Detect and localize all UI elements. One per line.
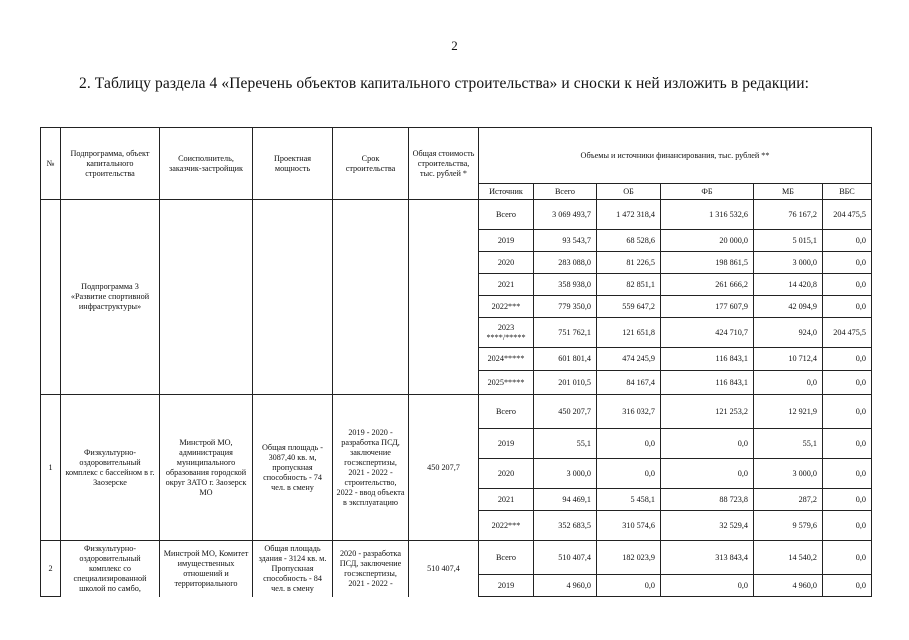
header-vbs: ВБС xyxy=(823,184,872,200)
object-executor: Минстрой МО, администрация муниципального образования городской округ ЗАТО г. Заозерск МО xyxy=(160,395,253,541)
page-number: 2 xyxy=(451,38,458,53)
row-source: 2020 xyxy=(479,459,534,489)
row-total: 3 069 493,7 xyxy=(534,200,597,230)
table-row xyxy=(41,200,872,230)
row-ob: 182 023,9 xyxy=(597,541,661,575)
table-row xyxy=(41,541,872,575)
row-total: 94 469,1 xyxy=(534,489,597,511)
row-vbs: 0,0 xyxy=(823,575,872,597)
row-source: 2021 xyxy=(479,274,534,296)
row-ob: 81 226,5 xyxy=(597,252,661,274)
row-ob: 0,0 xyxy=(597,459,661,489)
subprogram-executor-cell xyxy=(160,200,253,395)
row-vbs: 0,0 xyxy=(823,429,872,459)
row-vbs: 204 475,5 xyxy=(823,318,872,348)
row-ob: 316 032,7 xyxy=(597,395,661,429)
header-term: Срок строительства xyxy=(333,128,409,200)
row-ob: 1 472 318,4 xyxy=(597,200,661,230)
row-source: 2019 xyxy=(479,429,534,459)
row-total: 93 543,7 xyxy=(534,230,597,252)
object-term: 2020 - разработка ПСД, заключение госэкспертизы, 2021 - 2022 - xyxy=(333,541,409,597)
row-mb: 42 094,9 xyxy=(754,296,823,318)
row-source: 2020 xyxy=(479,252,534,274)
row-ob: 84 167,4 xyxy=(597,371,661,395)
row-fb: 1 316 532,6 xyxy=(661,200,754,230)
table-row xyxy=(41,395,872,429)
row-source: 2024***** xyxy=(479,348,534,371)
row-mb: 14 540,2 xyxy=(754,541,823,575)
row-vbs: 0,0 xyxy=(823,296,872,318)
row-mb: 76 167,2 xyxy=(754,200,823,230)
row-fb: 32 529,4 xyxy=(661,511,754,541)
row-vbs: 0,0 xyxy=(823,511,872,541)
row-source: Всего xyxy=(479,395,534,429)
object-capacity: Общая площадь здания - 3124 кв. м. Пропускная способность - 84 чел. в смену xyxy=(253,541,333,597)
row-mb: 287,2 xyxy=(754,489,823,511)
header-ob: ОБ xyxy=(597,184,661,200)
row-fb: 0,0 xyxy=(661,429,754,459)
object-no: 2 xyxy=(41,541,61,597)
header-total-cost: Общая стоимость строительства, тыс. рублей * xyxy=(409,128,479,200)
row-total: 358 938,0 xyxy=(534,274,597,296)
row-total: 450 207,7 xyxy=(534,395,597,429)
object-no: 1 xyxy=(41,395,61,541)
header-capacity: Проектная мощность xyxy=(253,128,333,200)
row-source: Всего xyxy=(479,200,534,230)
row-fb: 0,0 xyxy=(661,575,754,597)
row-fb: 88 723,8 xyxy=(661,489,754,511)
subprogram-name: Подпрограмма 3 «Развитие спортивной инфраструктуры» xyxy=(61,200,160,395)
object-total-cost: 510 407,4 xyxy=(409,541,479,597)
row-ob: 474 245,9 xyxy=(597,348,661,371)
row-vbs: 0,0 xyxy=(823,348,872,371)
row-ob: 121 651,8 xyxy=(597,318,661,348)
row-ob: 82 851,1 xyxy=(597,274,661,296)
row-mb: 14 420,8 xyxy=(754,274,823,296)
section-heading: 2. Таблицу раздела 4 «Перечень объектов капитального строительства» и сноски к ней изложить в редакции: xyxy=(79,75,810,92)
header-executor: Соисполнитель, заказчик-застройщик xyxy=(160,128,253,200)
row-total: 283 088,0 xyxy=(534,252,597,274)
row-vbs: 0,0 xyxy=(823,395,872,429)
row-total: 3 000,0 xyxy=(534,459,597,489)
row-source: 2019 xyxy=(479,230,534,252)
row-mb: 9 579,6 xyxy=(754,511,823,541)
header-fb: ФБ xyxy=(661,184,754,200)
object-executor: Минстрой МО, Комитет имущественных отношений и территориального xyxy=(160,541,253,597)
row-mb: 924,0 xyxy=(754,318,823,348)
row-ob: 68 528,6 xyxy=(597,230,661,252)
object-name: Физкультурно-оздоровительный комплекс с бассейном в г. Заозерске xyxy=(61,395,160,541)
row-total: 601 801,4 xyxy=(534,348,597,371)
header-mb: МБ xyxy=(754,184,823,200)
row-fb: 0,0 xyxy=(661,459,754,489)
subprogram-no-cell xyxy=(41,200,61,395)
row-source: 2021 xyxy=(479,489,534,511)
capital-construction-table xyxy=(40,127,872,597)
row-fb: 177 607,9 xyxy=(661,296,754,318)
row-vbs: 0,0 xyxy=(823,274,872,296)
header-row xyxy=(41,128,872,184)
row-vbs: 204 475,5 xyxy=(823,200,872,230)
row-ob: 310 574,6 xyxy=(597,511,661,541)
row-vbs: 0,0 xyxy=(823,252,872,274)
row-mb: 3 000,0 xyxy=(754,252,823,274)
row-total: 4 960,0 xyxy=(534,575,597,597)
row-ob: 0,0 xyxy=(597,429,661,459)
subprogram-cost-cell xyxy=(409,200,479,395)
row-vbs: 0,0 xyxy=(823,230,872,252)
row-source: 2019 xyxy=(479,575,534,597)
row-ob: 0,0 xyxy=(597,575,661,597)
row-vbs: 0,0 xyxy=(823,371,872,395)
header-financing: Объемы и источники финансирования, тыс. рублей ** xyxy=(479,128,872,184)
row-ob: 5 458,1 xyxy=(597,489,661,511)
row-source: Всего xyxy=(479,541,534,575)
row-total: 510 407,4 xyxy=(534,541,597,575)
row-ob: 559 647,2 xyxy=(597,296,661,318)
row-mb: 4 960,0 xyxy=(754,575,823,597)
row-fb: 198 861,5 xyxy=(661,252,754,274)
row-mb: 0,0 xyxy=(754,371,823,395)
header-no: № xyxy=(41,128,61,200)
object-capacity: Общая площадь - 3087,40 кв. м, пропускная способность - 74 чел. в смену xyxy=(253,395,333,541)
row-fb: 116 843,1 xyxy=(661,371,754,395)
subprogram-capacity-cell xyxy=(253,200,333,395)
row-mb: 10 712,4 xyxy=(754,348,823,371)
row-mb: 55,1 xyxy=(754,429,823,459)
row-total: 751 762,1 xyxy=(534,318,597,348)
row-fb: 121 253,2 xyxy=(661,395,754,429)
subprogram-term-cell xyxy=(333,200,409,395)
object-name: Физкультурно-оздоровительный комплекс со специализированной школой по самбо, xyxy=(61,541,160,597)
row-fb: 261 666,2 xyxy=(661,274,754,296)
row-fb: 424 710,7 xyxy=(661,318,754,348)
row-mb: 5 015,1 xyxy=(754,230,823,252)
row-vbs: 0,0 xyxy=(823,489,872,511)
header-object: Подпрограмма, объект капитального строительства xyxy=(61,128,160,200)
row-vbs: 0,0 xyxy=(823,459,872,489)
row-mb: 12 921,9 xyxy=(754,395,823,429)
row-total: 779 350,0 xyxy=(534,296,597,318)
row-source: 2022*** xyxy=(479,511,534,541)
row-fb: 20 000,0 xyxy=(661,230,754,252)
row-vbs: 0,0 xyxy=(823,541,872,575)
row-source: 2022*** xyxy=(479,296,534,318)
row-mb: 3 000,0 xyxy=(754,459,823,489)
header-source: Источник xyxy=(479,184,534,200)
row-source: 2023 ****/***** xyxy=(479,318,534,348)
row-fb: 116 843,1 xyxy=(661,348,754,371)
row-total: 201 010,5 xyxy=(534,371,597,395)
object-total-cost: 450 207,7 xyxy=(409,395,479,541)
row-fb: 313 843,4 xyxy=(661,541,754,575)
object-term: 2019 - 2020 - разработка ПСД, заключение госэкспертизы, 2021 - 2022 - строительство, 2022 - ввод объекта в эксплуатацию xyxy=(333,395,409,541)
row-total: 55,1 xyxy=(534,429,597,459)
row-source: 2025***** xyxy=(479,371,534,395)
row-total: 352 683,5 xyxy=(534,511,597,541)
header-total: Всего xyxy=(534,184,597,200)
